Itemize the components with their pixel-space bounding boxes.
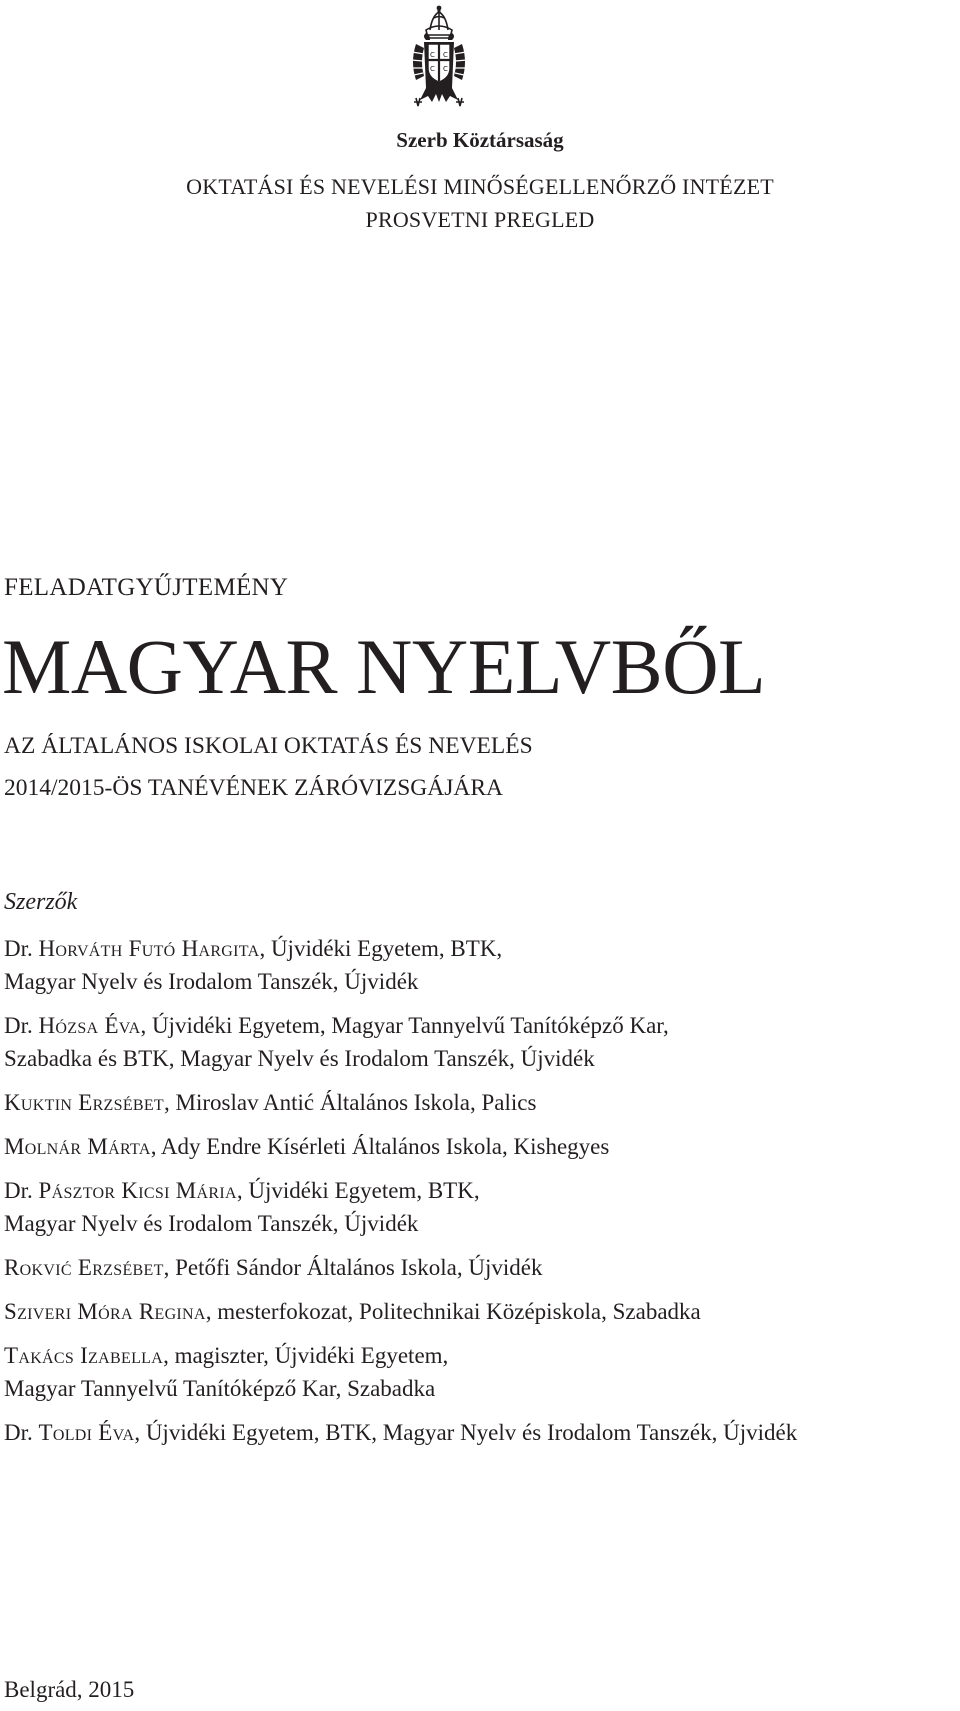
author-title: Dr. [4,1420,39,1445]
place-and-year: Belgrád, 2015 [4,1677,135,1702]
author-line [4,1339,797,1372]
author-affiliation: , Petőfi Sándor Általános Iskola, Újvidék [163,1255,543,1280]
author-title: Dr. [4,1013,39,1038]
author-entry [4,1251,797,1284]
author-name: Sziveri Móra Regina [4,1299,206,1324]
author-name: Toldi Éva [38,1420,135,1445]
author-affiliation-continued: Magyar Tannyelvű Tanítóképző Kar, Szabadka [4,1376,436,1401]
author-affiliation: , Ady Endre Kísérleti Általános Iskola, Kishegyes [150,1134,610,1159]
author-entry [4,1130,797,1163]
republic-name: Szerb Köztársaság [396,128,564,152]
author-affiliation: , magiszter, Újvidéki Egyetem, [163,1343,449,1368]
author-entry [4,1086,797,1119]
author-affiliation: , Újvidéki Egyetem, BTK, Magyar Nyelv és Irodalom Tanszék, Újvidék [134,1420,798,1445]
author-line [4,1086,797,1119]
author-entry [4,1174,797,1240]
author-name: Molnár Márta [4,1134,151,1159]
author-affiliation-continued: Szabadka és BTK, Magyar Nyelv és Irodalom Tanszék, Újvidék [4,1046,595,1071]
author-title: Dr. [4,1178,39,1203]
author-affiliation: , mesterfokozat, Politechnikai Középiskola, Szabadka [205,1299,701,1324]
author-affiliation: , Miroslav Antić Általános Iskola, Palics [164,1090,537,1115]
author-entry [4,1009,797,1075]
author-name: Takács Izabella [4,1343,164,1368]
svg-text:C: C [443,51,448,59]
author-line [4,1295,797,1328]
author-line [4,1416,797,1449]
author-entry [4,1339,797,1405]
author-affiliation: , Újvidéki Egyetem, Magyar Tannyelvű Tanítóképző Kar, [140,1013,669,1038]
svg-text:C: C [443,65,448,73]
institute-line: OKTATÁSI ÉS NEVELÉSI MINŐSÉGELLENŐRZŐ INTÉZET [186,174,774,199]
author-entry [4,1295,797,1328]
author-line [4,1009,797,1042]
main-title: MAGYAR NYELVBŐL [2,623,766,710]
author-name: Pásztor Kicsi Mária [38,1178,237,1203]
author-name: Horváth Futó Hargita [38,936,260,961]
author-name: Hózsa Éva [38,1013,141,1038]
subtitle-line: 2014/2015-ÖS TANÉVÉNEK ZÁRÓVIZSGÁJÁRA [4,775,504,801]
author-line [4,1251,797,1284]
subtitle-line: AZ ÁLTALÁNOS ISKOLAI OKTATÁS ÉS NEVELÉS [4,733,533,759]
author-entry [4,932,797,998]
author-title: Dr. [4,936,39,961]
author-affiliation-continued: Magyar Nyelv és Irodalom Tanszék, Újvidék [4,969,419,994]
authors-heading: Szerzők [4,889,78,915]
author-entry [4,1416,797,1449]
subtitle [4,725,533,809]
institute-name [0,170,960,236]
author-line [4,932,797,965]
author-list [4,932,797,1449]
serbian-coat-of-arms-icon [406,2,472,110]
author-affiliation: , Újvidéki Egyetem, BTK, [259,936,503,961]
collection-label: FELADATGYŰJTEMÉNY [4,574,289,601]
svg-text:C: C [430,65,435,73]
author-affiliation-continued: Magyar Nyelv és Irodalom Tanszék, Újvidék [4,1211,419,1236]
author-affiliation: , Újvidéki Egyetem, BTK, [236,1178,480,1203]
institute-line: PROSVETNI PREGLED [365,207,595,232]
author-name: Rokvić Erzsébet [4,1255,164,1280]
author-name: Kuktin Erzsébet [4,1090,165,1115]
svg-text:C: C [430,51,435,59]
author-line [4,1174,797,1207]
author-line [4,1130,797,1163]
